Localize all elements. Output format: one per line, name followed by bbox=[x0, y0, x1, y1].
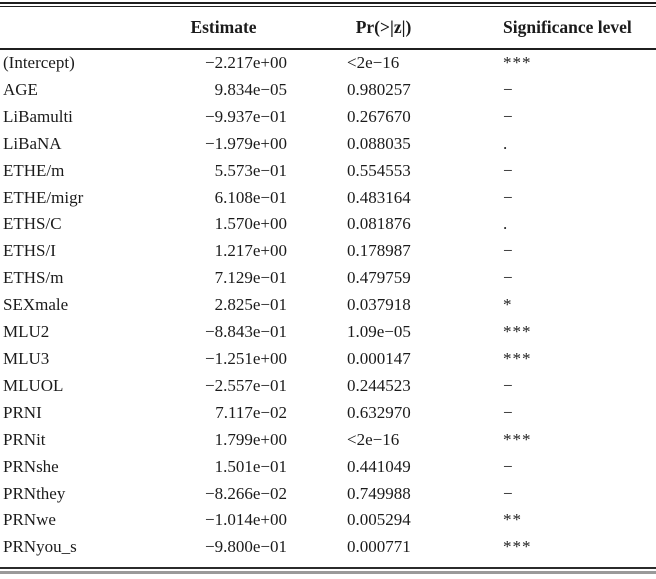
estimate-value: −1.251e+00 bbox=[205, 348, 287, 368]
p-value: 0.441049 bbox=[347, 456, 411, 476]
estimate-value: 1.217e+00 bbox=[214, 241, 287, 261]
table-row bbox=[0, 49, 656, 77]
regression-results-table bbox=[0, 7, 656, 561]
header-significance-level: Significance level bbox=[480, 7, 656, 49]
significance-value: − bbox=[503, 241, 514, 261]
estimate-value: 7.117e−02 bbox=[215, 402, 287, 422]
p-value: 0.244523 bbox=[347, 375, 411, 395]
estimate-value: −1.979e+00 bbox=[205, 133, 287, 153]
significance-value: − bbox=[503, 456, 514, 476]
p-value: 0.000771 bbox=[347, 537, 411, 557]
table-row bbox=[0, 104, 656, 131]
estimate-value: 1.501e−01 bbox=[214, 456, 287, 476]
header-estimate: Estimate bbox=[160, 7, 287, 49]
significance-value: * bbox=[503, 295, 513, 315]
row-label: MLUOL bbox=[3, 375, 64, 395]
estimate-value: 7.129e−01 bbox=[214, 268, 287, 288]
table-bottom-double-rule bbox=[0, 567, 656, 574]
significance-value: − bbox=[503, 187, 514, 207]
table-body bbox=[0, 49, 656, 561]
table-row bbox=[0, 507, 656, 534]
estimate-value: 1.799e+00 bbox=[214, 429, 287, 449]
estimate-value: 1.570e+00 bbox=[214, 214, 287, 234]
estimate-value: −9.937e−01 bbox=[205, 106, 287, 126]
estimate-value: −8.266e−02 bbox=[205, 483, 287, 503]
significance-value: *** bbox=[503, 537, 532, 557]
p-value: <2e−16 bbox=[347, 429, 400, 449]
significance-value: . bbox=[503, 214, 509, 234]
row-label: PRNshe bbox=[3, 456, 59, 476]
table-row bbox=[0, 400, 656, 427]
table-row bbox=[0, 211, 656, 238]
p-value: 1.09e−05 bbox=[347, 322, 411, 342]
table-row bbox=[0, 238, 656, 265]
table-row bbox=[0, 481, 656, 508]
significance-value: ** bbox=[503, 510, 522, 530]
p-value: 0.267670 bbox=[347, 106, 411, 126]
table-row bbox=[0, 319, 656, 346]
significance-value: − bbox=[503, 160, 514, 180]
row-label: ETHS/C bbox=[3, 214, 62, 234]
significance-value: *** bbox=[503, 429, 532, 449]
significance-value: − bbox=[503, 402, 514, 422]
estimate-value: −2.557e−01 bbox=[205, 375, 287, 395]
table-row bbox=[0, 454, 656, 481]
table-row bbox=[0, 292, 656, 319]
row-label: MLU3 bbox=[3, 348, 50, 368]
p-value: 0.005294 bbox=[347, 510, 411, 530]
significance-value: *** bbox=[503, 348, 532, 368]
table-row bbox=[0, 77, 656, 104]
table-row bbox=[0, 185, 656, 212]
row-label: PRNwe bbox=[3, 510, 56, 530]
p-value: 0.088035 bbox=[347, 133, 411, 153]
row-label: LiBamulti bbox=[3, 106, 73, 126]
row-label: PRNit bbox=[3, 429, 46, 449]
table-row bbox=[0, 534, 656, 561]
row-label: AGE bbox=[3, 79, 38, 99]
p-value: <2e−16 bbox=[347, 53, 400, 72]
significance-value: − bbox=[503, 79, 514, 99]
table-row bbox=[0, 265, 656, 292]
p-value: 0.479759 bbox=[347, 268, 411, 288]
estimate-value: −9.800e−01 bbox=[205, 537, 287, 557]
row-label: PRNthey bbox=[3, 483, 66, 503]
table-header-row bbox=[0, 7, 656, 49]
row-label: ETHE/m bbox=[3, 160, 65, 180]
table-row bbox=[0, 373, 656, 400]
row-label: SEXmale bbox=[3, 295, 69, 315]
significance-value: − bbox=[503, 483, 514, 503]
p-value: 0.000147 bbox=[347, 348, 411, 368]
table-row bbox=[0, 131, 656, 158]
p-value: 0.178987 bbox=[347, 241, 411, 261]
estimate-value: 5.573e−01 bbox=[214, 160, 287, 180]
significance-value: *** bbox=[503, 322, 532, 342]
p-value: 0.980257 bbox=[347, 79, 411, 99]
significance-value: − bbox=[503, 268, 514, 288]
row-label: ETHE/migr bbox=[3, 187, 84, 207]
row-label: (Intercept) bbox=[3, 53, 75, 72]
p-value: 0.554553 bbox=[347, 160, 411, 180]
table-row bbox=[0, 427, 656, 454]
table-row bbox=[0, 158, 656, 185]
header-p-value: Pr(>|z|) bbox=[287, 7, 480, 49]
estimate-value: 9.834e−05 bbox=[214, 79, 287, 99]
row-label: ETHS/m bbox=[3, 268, 64, 288]
table-row bbox=[0, 346, 656, 373]
row-label: LiBaNA bbox=[3, 133, 62, 153]
p-value: 0.037918 bbox=[347, 295, 411, 315]
row-label: PRNyou_s bbox=[3, 537, 77, 557]
estimate-value: −1.014e+00 bbox=[205, 510, 287, 530]
significance-value: *** bbox=[503, 53, 532, 72]
estimate-value: −8.843e−01 bbox=[205, 322, 287, 342]
significance-value: − bbox=[503, 106, 514, 126]
p-value: 0.632970 bbox=[347, 402, 411, 422]
significance-value: . bbox=[503, 133, 509, 153]
p-value: 0.081876 bbox=[347, 214, 411, 234]
row-label: ETHS/I bbox=[3, 241, 56, 261]
p-value: 0.483164 bbox=[347, 187, 411, 207]
p-value: 0.749988 bbox=[347, 483, 411, 503]
estimate-value: 2.825e−01 bbox=[214, 295, 287, 315]
row-label: PRNI bbox=[3, 402, 42, 422]
row-label: MLU2 bbox=[3, 322, 50, 342]
estimate-value: 6.108e−01 bbox=[214, 187, 287, 207]
significance-value: − bbox=[503, 375, 514, 395]
header-empty bbox=[0, 7, 160, 49]
estimate-value: −2.217e+00 bbox=[205, 53, 287, 72]
